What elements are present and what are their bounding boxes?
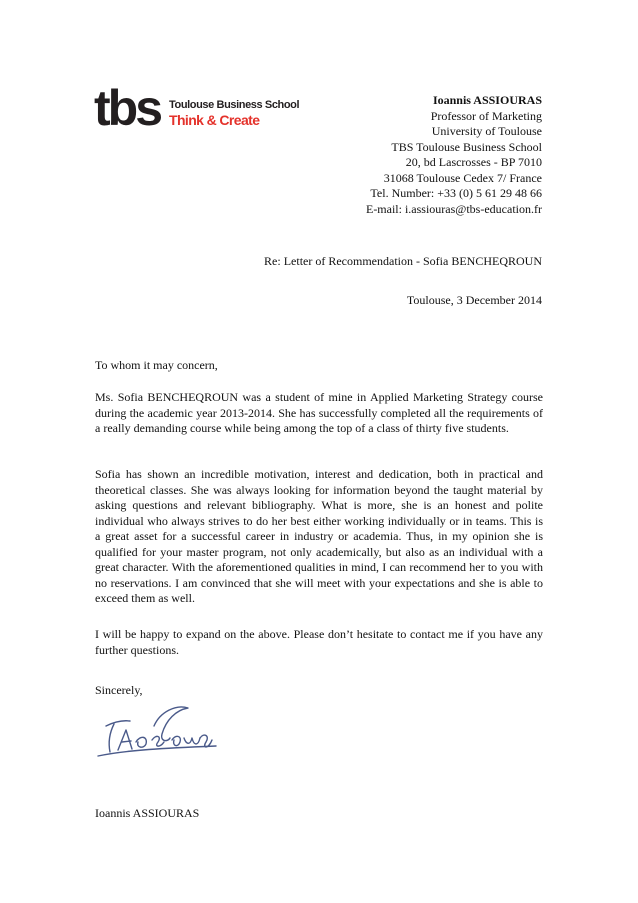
school-tagline: Think & Create <box>169 112 260 128</box>
sender-university: University of Toulouse <box>431 124 542 138</box>
closing: Sincerely, <box>95 683 143 697</box>
tbs-mark-text: tbs <box>94 80 160 128</box>
sender-phone: Tel. Number: +33 (0) 5 61 29 48 66 <box>370 186 542 200</box>
sender-school: TBS Toulouse Business School <box>391 139 542 154</box>
signatory-name: Ioannis ASSIOURAS <box>95 806 200 820</box>
sender-street: 20, bd Lascrosses - BP 7010 <box>405 155 542 169</box>
date-line: Toulouse, 3 December 2014 <box>406 293 542 307</box>
tbs-wordmark-icon <box>94 78 168 128</box>
sender-city: 31068 Toulouse Cedex 7/ France <box>383 170 542 185</box>
handwritten-signature <box>96 702 226 764</box>
sender-title: Professor of Marketing <box>430 108 542 123</box>
sender-block <box>366 93 542 217</box>
sender-email: E-mail: i.assiouras@tbs-education.fr <box>365 201 542 216</box>
paragraph-3: I will be happy to expand on the above. Please don’t hesitate to contact me if you have any further questions. <box>95 627 543 657</box>
sender-name: Ioannis ASSIOURAS <box>432 93 542 107</box>
tbs-logo <box>94 78 300 128</box>
paragraph-1: Ms. Sofia BENCHEQROUN was a student of mine in Applied Marketing Strategy course during the academic year 2013-2014. She has successfully completed all the requirements of a really demanding course while being among the top of a class of thirty five students. <box>95 390 543 435</box>
subject-line: Re: Letter of Recommendation - Sofia BENCHEQROUN <box>264 254 542 268</box>
salutation: To whom it may concern, <box>95 358 218 372</box>
school-name: Toulouse Business School <box>169 99 300 111</box>
paragraph-2: Sofia has shown an incredible motivation, interest and dedication, both in practical and theoretical classes. She was always looking for information beyond the taught material by asking questions and relevant bibliography. What is more, she is an honest and polite individual who always strives to do her best either working individually or in teams. This is a great asset for a successful career in industry or academia. Thus, in my opinion she is qualified for your master program, not only academically, but also as an individual with a great character. With the aforementioned qualities in mind, I can recommend her to you with no reservations. I am convinced that she will meet with your expectations and she is able to exceed them as well. <box>95 467 543 605</box>
